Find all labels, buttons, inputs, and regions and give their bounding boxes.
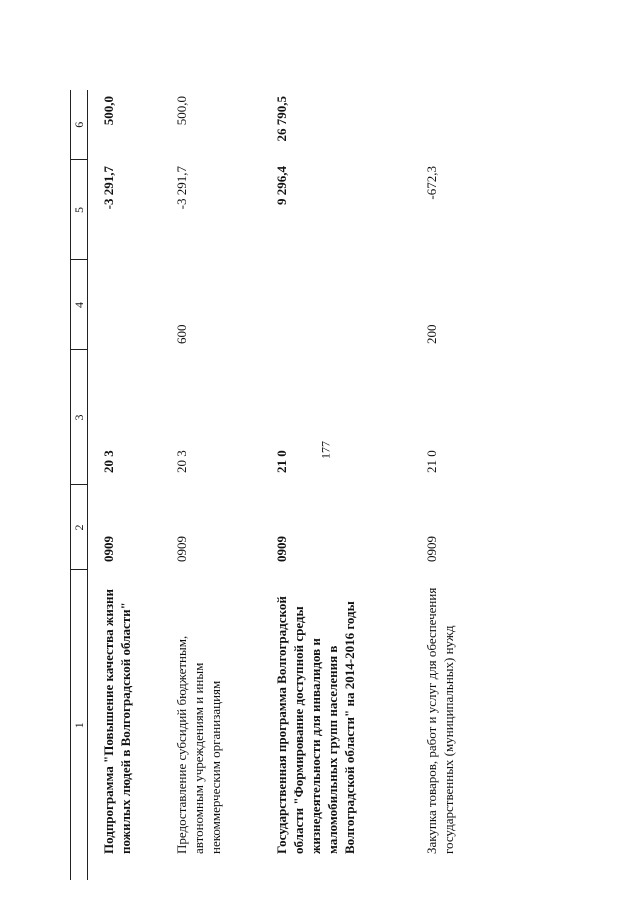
row-col5: -3 291,7 — [101, 166, 116, 210]
row-col6: 500,0 — [174, 96, 189, 126]
row-type: 200 — [424, 324, 439, 344]
row-code: 0909 — [174, 536, 189, 562]
header-col-6: 6 — [71, 90, 88, 160]
budget-table — [70, 90, 481, 880]
row-section: 20 3 — [101, 450, 116, 473]
table-row — [411, 90, 481, 880]
table-row — [165, 90, 261, 880]
row-name: Подпрограмма "Повышение качества жизни пожилых людей в Волгоградской области" — [101, 588, 133, 854]
table-row — [261, 90, 411, 880]
header-col-3: 3 — [71, 350, 88, 485]
row-name: Государственная программа Волгоградской области "Формирование доступной среды жизнедеятельности для инвалидов и маломобильных групп населения в Волгоградской области" на 2014-2016 годы — [274, 596, 357, 854]
row-type: 600 — [174, 324, 189, 344]
row-name: Предоставление субсидий бюджетным, автономным учреждениям и иным некоммерческим организациям — [174, 635, 223, 854]
row-section: 21 0 — [424, 450, 439, 473]
row-col5: -672,3 — [424, 166, 439, 200]
row-col6: 500,0 — [101, 96, 116, 126]
row-col5: -3 291,7 — [174, 166, 189, 210]
row-type — [88, 260, 166, 350]
page-number-text: 177 — [318, 441, 333, 459]
row-section: 21 0 — [274, 450, 289, 473]
row-section: 20 3 — [174, 450, 189, 473]
table-row — [88, 90, 166, 880]
row-col6 — [411, 90, 481, 160]
header-col-5: 5 — [71, 160, 88, 260]
row-code: 0909 — [424, 536, 439, 562]
row-name: Закупка товаров, работ и услуг для обеспечения государственных (муниципальных) нужд — [424, 587, 456, 854]
header-col-1: 1 — [71, 570, 88, 880]
row-code: 0909 — [101, 536, 116, 562]
row-type — [261, 260, 411, 350]
row-col6: 26 790,5 — [274, 96, 289, 142]
budget-table-container — [70, 90, 456, 880]
row-col5: 9 296,4 — [274, 166, 289, 205]
row-code: 0909 — [274, 536, 289, 562]
header-row — [71, 90, 88, 880]
header-col-2: 2 — [71, 485, 88, 570]
header-col-4: 4 — [71, 260, 88, 350]
